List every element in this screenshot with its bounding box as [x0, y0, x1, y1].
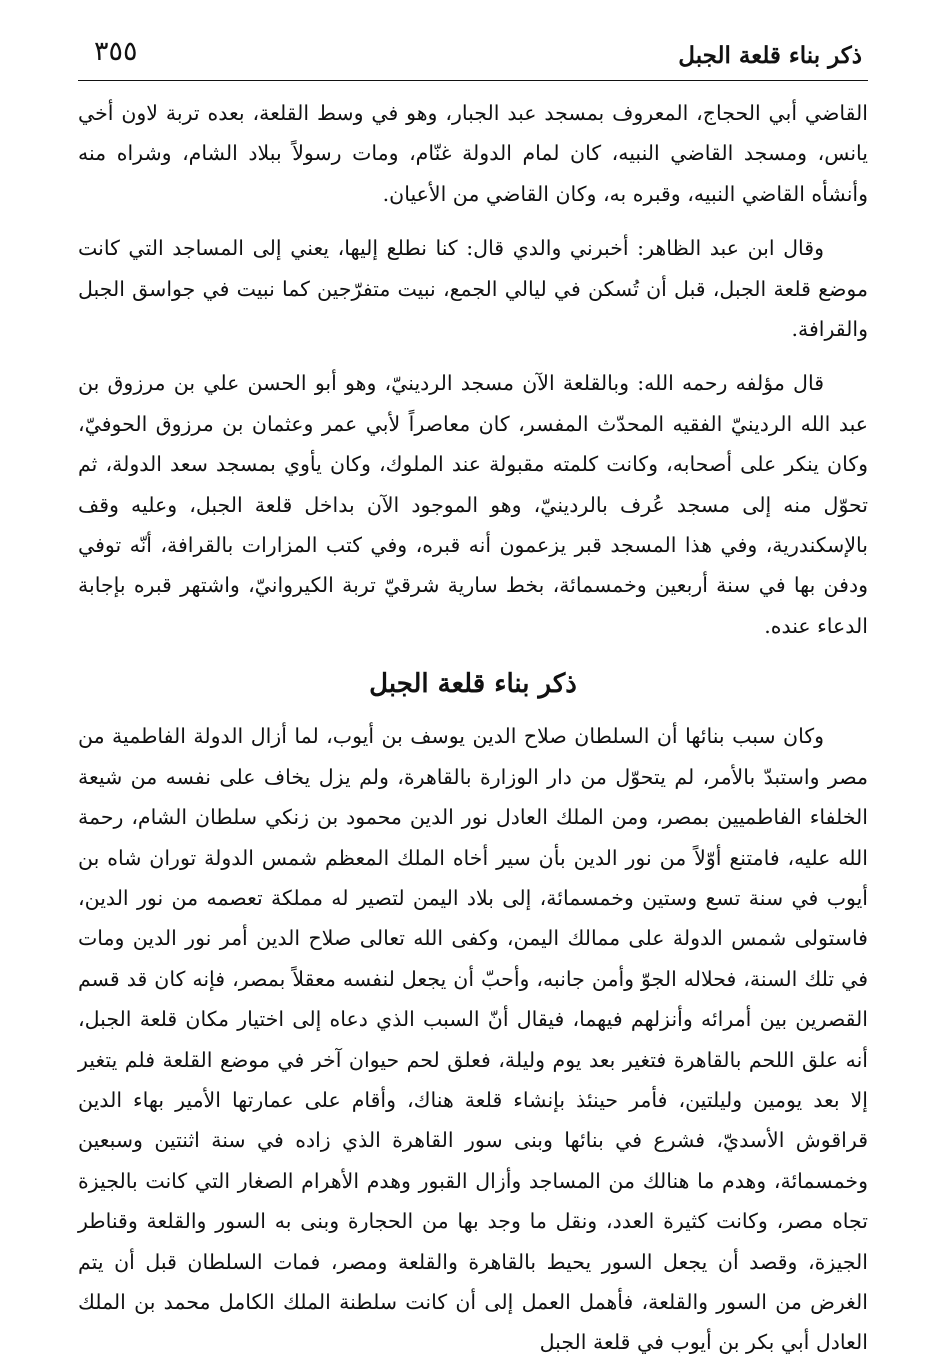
page-header — [78, 28, 868, 81]
paragraph-ibn-abd-al-zahir: وقال ابن عبد الظاهر: أخبرني والدي قال: كنا نطلع إليها، يعني إلى المساجد التي كانت موضع قلعة الجبل، قبل أن تُسكن في ليالي الجمع، نبيت متفرّجين كما نبيت في جواسق الجبل والقرافة. — [78, 236, 868, 342]
book-page — [78, 28, 868, 1355]
running-title: ذكر بناء قلعة الجبل — [678, 42, 862, 69]
page-number: ٣٥٥ — [94, 36, 138, 67]
paragraph-radini-mosque: قال مؤلفه رحمه الله: وبالقلعة الآن مسجد الردينيّ، وهو أبو الحسن علي بن مرزوق بن عبد الله الردينيّ الفقيه المحدّث المفسر، كان معاصراً لأبي عمر وعثمان بن مرزوق الحوفيّ، وكان ينكر على أصحابه، وكانت كلمته مقبولة عند الملوك، وكان يأوي بمسجد سعد الدولة، ثم تحوّل منه إلى مسجد عُرف بالردينيّ، وهو الموجود الآن بداخل قلعة الجبل، وعليه وقف بالإسكندرية، وفي هذا المسجد قبر يزعمون أنه قبره، وفي كتب المزارات بالقرافة، أنّه توفي ودفن بها في سنة أربعين وخمسمائة، بخط سارية شرقيّ تربة الكيروانيّ، واشتهر قبره بإجابة الدعاء عنده. — [78, 371, 868, 638]
paragraph-citadel-construction: وكان سبب بنائها أن السلطان صلاح الدين يوسف بن أيوب، لما أزال الدولة الفاطمية من مصر واستبدّ بالأمر، لم يتحوّل من دار الوزارة بالقاهرة، ولم يزل يخاف على نفسه من شيعة الخلفاء الفاطميين بمصر، ومن الملك العادل نور الدين محمود بن زنكي سلطان الشام، رحمة الله عليه، فامتنع أوّلاً من نور الدين بأن سير أخاه الملك المعظم شمس الدولة توران شاه بن أيوب في سنة تسع وستين وخمسمائة، إلى بلاد اليمن لتصير له مملكة تعصمه من نور الدين، فاستولى شمس الدولة على ممالك اليمن، وكفى الله تعالى صلاح الدين أمر نور الدين ومات في تلك السنة، فحلاله الجوّ وأمن جانبه، وأحبّ أن يجعل لنفسه معقلاً بمصر، فإنه كان قد قسم القصرين بين أمرائه وأنزلهم فيهما، فيقال أنّ السبب الذي دعاه إلى اختيار مكان قلعة الجبل، أنه علق اللحم بالقاهرة فتغير بعد يوم وليلة، فعلق لحم حيوان آخر في موضع القلعة فلم يتغير إلا بعد يومين وليلتين، فأمر حينئذ بإنشاء قلعة هناك، وأقام على عمارتها الأمير بهاء الدين قراقوش الأسديّ، فشرع في بنائها وبنى سور القاهرة الذي زاده في سنة اثنتين وسبعين وخمسمائة، وهدم ما هنالك من المساجد وأزال القبور وهدم الأهرام الصغار التي كانت بالجيزة تجاه مصر، وكانت كثيرة العدد، ونقل ما وجد بها من الحجارة وبنى به السور والقلعة وقناطر الجيزة، وقصد أن يجعل السور يحيط بالقاهرة والقلعة ومصر، فمات السلطان قبل أن يتم الغرض من السور والقلعة، فأهمل العمل إلى أن كانت سلطنة الملك الكامل محمد بن الملك العادل أبي بكر بن أيوب في قلعة الجبل — [78, 724, 868, 1355]
page-body — [78, 93, 868, 1363]
paragraph-continuation: القاضي أبي الحجاج، المعروف بمسجد عبد الجبار، وهو في وسط القلعة، بعده تربة لاون أخي يانس، ومسجد القاضي النبيه، كان لمام الدولة غنّام، ومات رسولاً ببلاد الشام، وشراه منه وأنشأه القاضي النبيه، وقبره به، وكان القاضي من الأعيان. — [78, 101, 868, 206]
section-heading: ذكر بناء قلعة الجبل — [369, 669, 577, 700]
